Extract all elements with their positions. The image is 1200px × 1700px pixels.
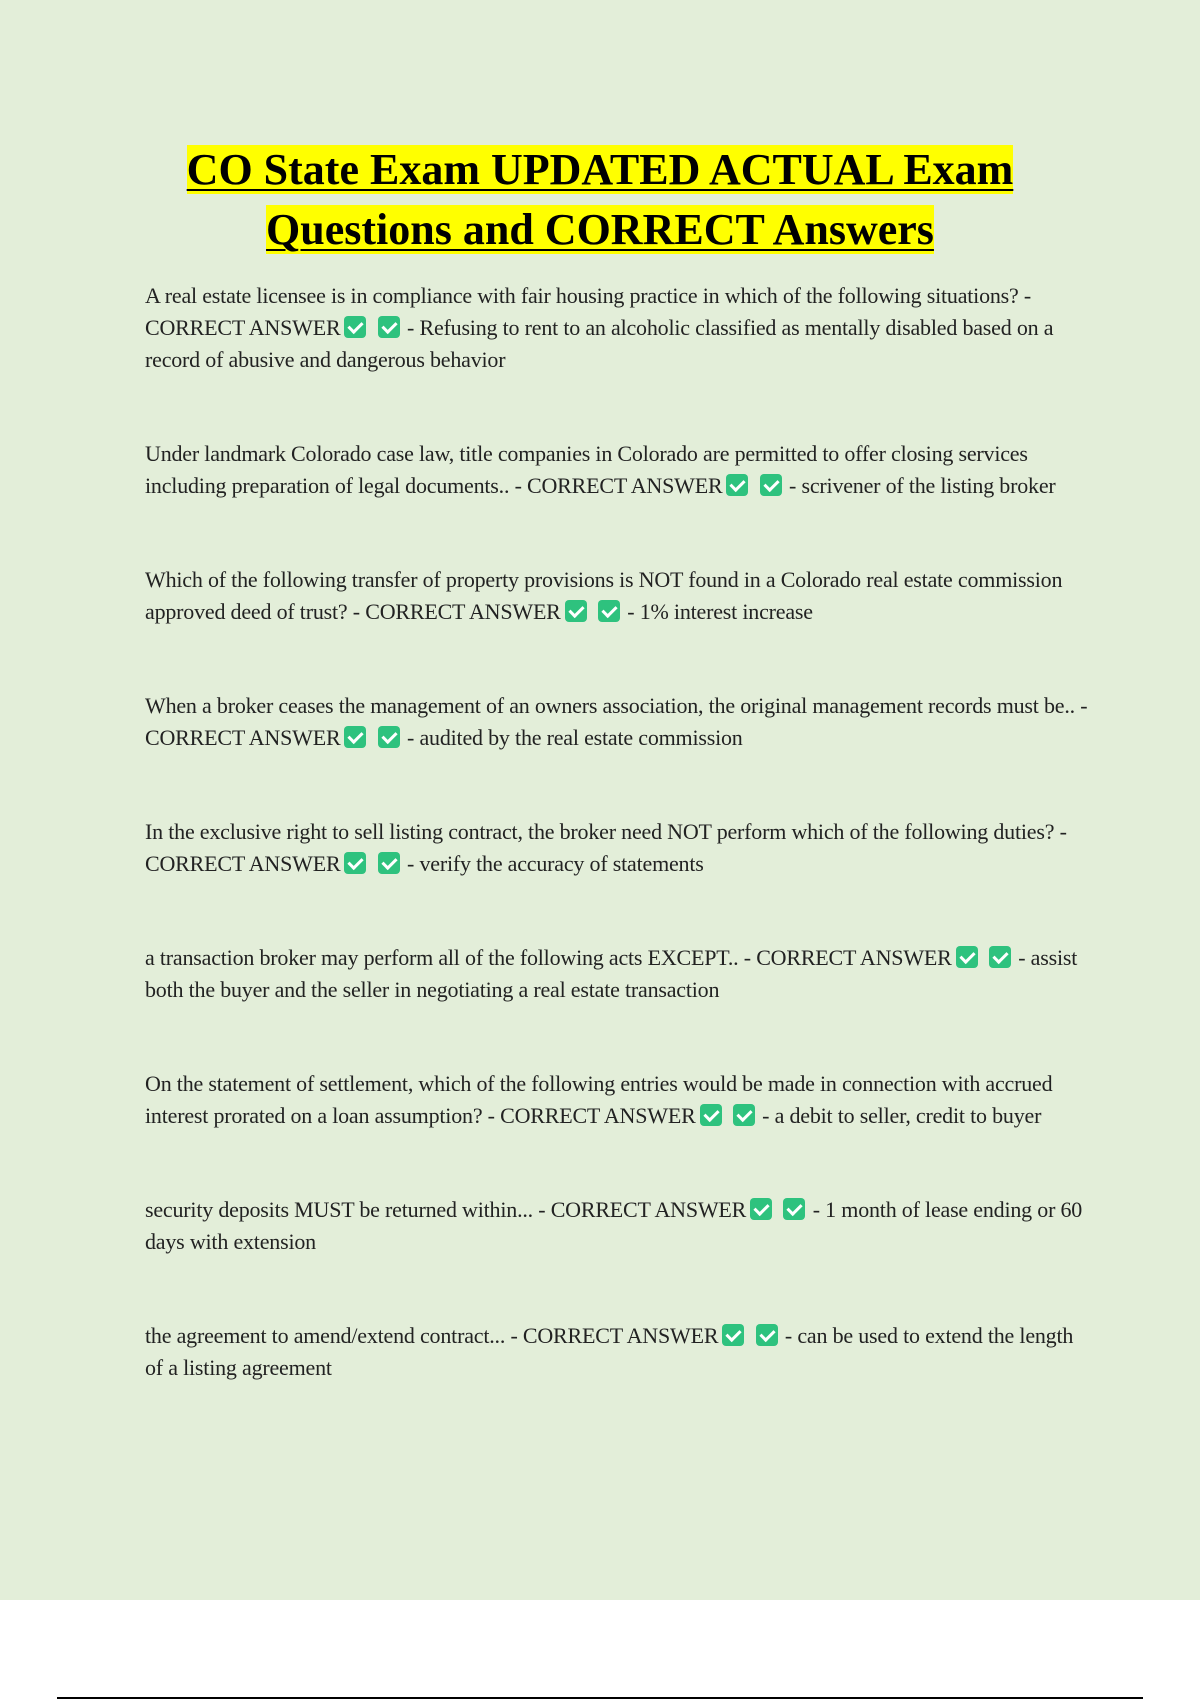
question-text: On the statement of settlement, which of the following entries would be made in connection with accrued interest prorated on a loan assumption? - [145,1071,1053,1128]
question-text: security deposits MUST be returned within... - [145,1197,551,1222]
document-title [100,140,1100,260]
qa-item [145,1320,1090,1384]
check-mark-icon [989,946,1011,968]
question-text: Which of the following transfer of property provisions is NOT found in a Colorado real estate commission approved deed of trust? - [145,567,1063,624]
answer-text: - 1 month of lease ending or 60 days with extension [145,1197,1083,1254]
check-mark-icon [750,1198,772,1220]
check-mark-icon [726,474,748,496]
question-text: a transaction broker may perform all of the following acts EXCEPT.. - [145,945,757,970]
qa-item [145,1194,1090,1258]
question-text: In the exclusive right to sell listing contract, the broker need NOT perform which of the following duties? - [145,819,1067,844]
qa-item [145,438,1090,502]
qa-item [145,942,1090,1006]
check-mark-icon [344,316,366,338]
check-mark-icon [733,1104,755,1126]
qa-item [145,280,1090,376]
answer-marker: CORRECT ANSWER [756,945,952,970]
question-text: A real estate licensee is in compliance with fair housing practice in which of the following situations? - [145,283,1032,308]
qa-item [145,690,1090,754]
answer-marker: CORRECT ANSWER [145,851,341,876]
check-mark-icon [378,316,400,338]
question-text: When a broker ceases the management of an owners association, the original management records must be.. - [145,693,1088,718]
check-mark-icon [344,852,366,874]
check-mark-icon [956,946,978,968]
answer-marker: CORRECT ANSWER [365,599,561,624]
check-mark-icon [756,1324,778,1346]
answer-marker: CORRECT ANSWER [500,1103,696,1128]
check-mark-icon [378,852,400,874]
check-mark-icon [700,1104,722,1126]
answer-text: - 1% interest increase [621,599,813,624]
check-mark-icon [344,726,366,748]
answer-text: - assist both the buyer and the seller in negotiating a real estate transaction [145,945,1078,1002]
answer-marker: CORRECT ANSWER [550,1197,747,1222]
check-mark-icon [598,600,620,622]
answer-text: - Refusing to rent to an alcoholic classified as mentally disabled based on a record of abusive and dangerous behavior [145,315,1054,372]
question-text: Under landmark Colorado case law, title companies in Colorado are permitted to offer closing services including preparation of legal documents.. - [145,441,1028,498]
check-mark-icon [722,1324,744,1346]
answer-marker: CORRECT ANSWER [145,725,341,750]
check-mark-icon [760,474,782,496]
qa-list [145,280,1090,1446]
answer-text: - a debit to seller, credit to buyer [756,1103,1042,1128]
check-mark-icon [783,1198,805,1220]
document-title-text: CO State Exam UPDATED ACTUAL Exam Questions and CORRECT Answers [186,145,1014,254]
check-mark-icon [378,726,400,748]
answer-marker: CORRECT ANSWER [145,315,341,340]
answer-text: - verify the accuracy of statements [401,851,704,876]
qa-item [145,564,1090,628]
question-text: the agreement to amend/extend contract... - [145,1323,523,1348]
answer-text: - scrivener of the listing broker [783,473,1056,498]
answer-text: - audited by the real estate commission [401,725,743,750]
check-mark-icon [565,600,587,622]
qa-item [145,1068,1090,1132]
footer-divider [57,1697,1143,1699]
answer-marker: CORRECT ANSWER [522,1323,719,1348]
answer-marker: CORRECT ANSWER [527,473,723,498]
qa-item [145,816,1090,880]
answer-text: - can be used to extend the length of a listing agreement [145,1323,1074,1380]
